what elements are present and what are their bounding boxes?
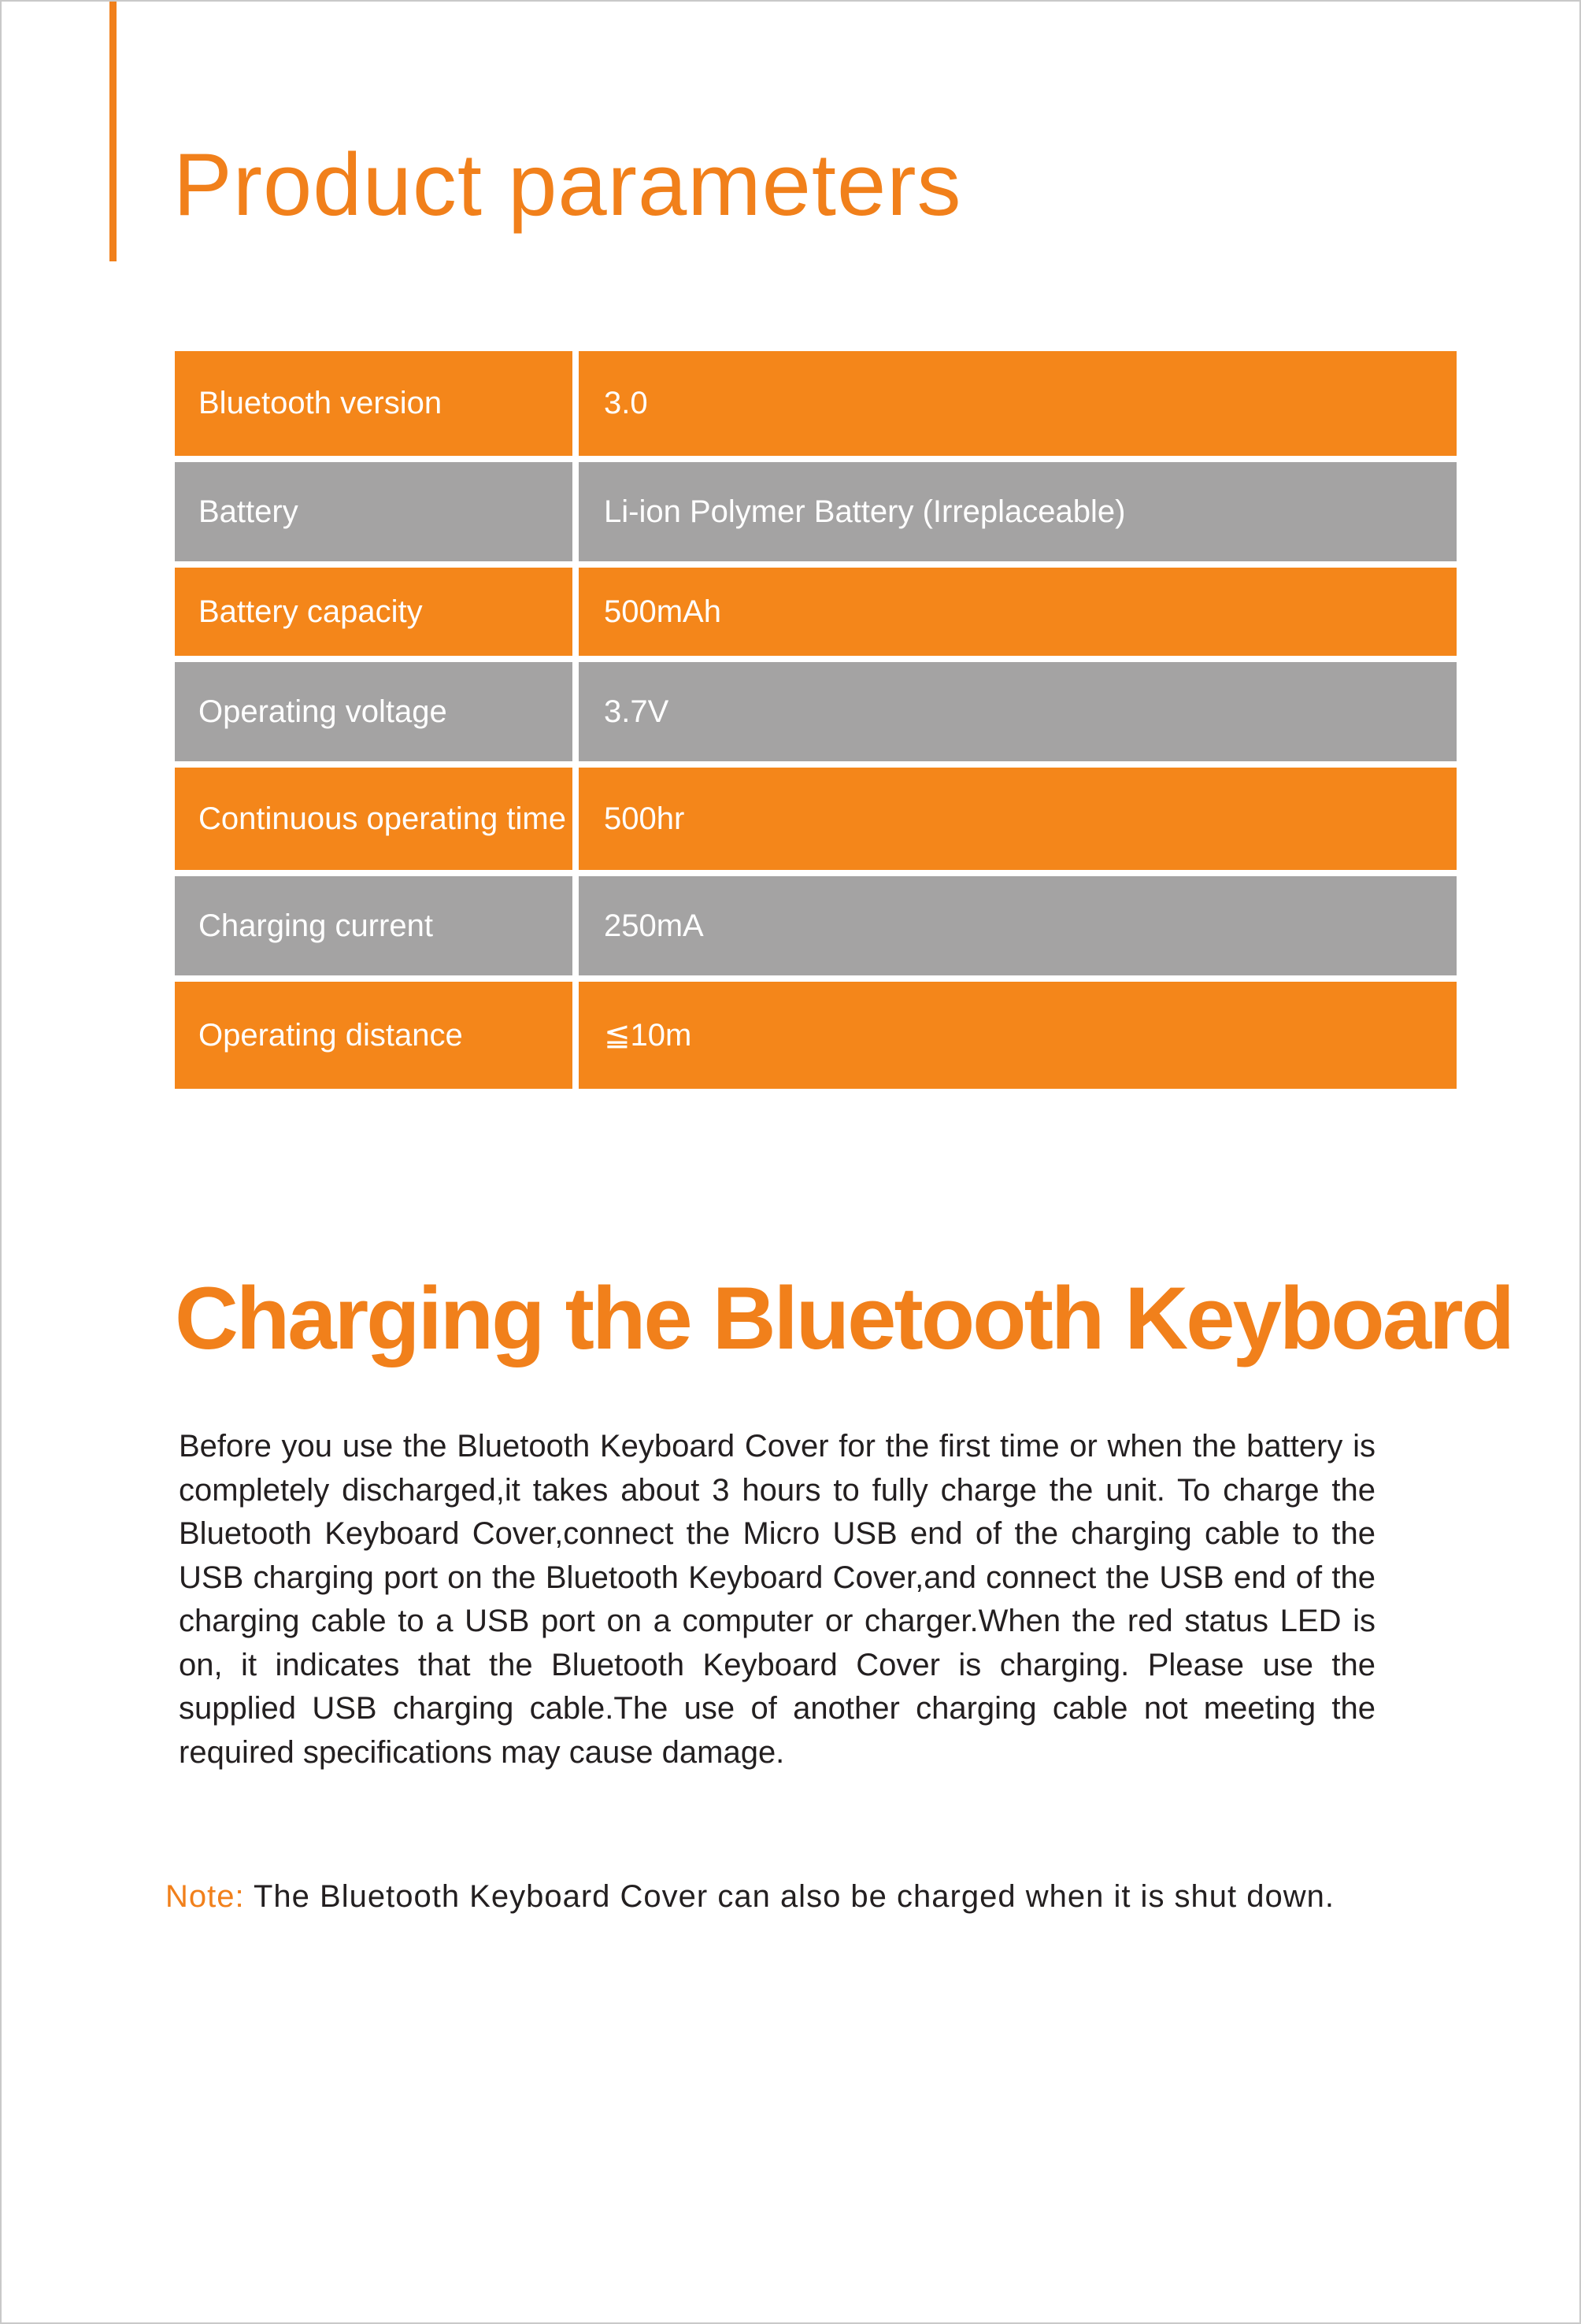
table-row	[175, 982, 1457, 1089]
note	[165, 1879, 1335, 1915]
param-value: 3.0	[579, 351, 1457, 456]
charging-instructions: Before you use the Bluetooth Keyboard Cover for the first time or when the battery is completely discharged,it takes about 3 hours to fully charge the unit. To charge the Bluetooth Keyboard Cover,connect the Micro USB end of the charging cable to the USB charging port on the Bluetooth Keyboard Cover,and connect the USB end of the charging cable to a USB port on a computer or charger.When the red status LED is on, it indicates that the Bluetooth Keyboard Cover is charging. Please use the supplied USB charging cable.The use of another charging cable not meeting the required specifications may cause damage.	[179, 1429, 1376, 1770]
table-row	[175, 768, 1457, 870]
table-row	[175, 662, 1457, 761]
param-value: Li-ion Polymer Battery (Irreplaceable)	[579, 462, 1457, 561]
param-value: 250mA	[579, 876, 1457, 975]
param-label: Operating distance	[175, 982, 572, 1089]
param-value: ≦10m	[579, 982, 1457, 1089]
param-label: Operating voltage	[175, 662, 572, 761]
param-label: Bluetooth version	[175, 351, 572, 456]
param-label: Battery capacity	[175, 568, 572, 656]
accent-bar	[109, 2, 117, 261]
note-text: The Bluetooth Keyboard Cover can also be charged when it is shut down.	[244, 1879, 1335, 1914]
table-row	[175, 876, 1457, 975]
param-label: Continuous operating time	[175, 768, 572, 870]
parameters-table	[175, 351, 1457, 1095]
section-title: Charging the Bluetooth Keyboard	[175, 1269, 1513, 1367]
page-title: Product parameters	[173, 135, 962, 234]
table-row	[175, 351, 1457, 456]
table-row	[175, 568, 1457, 656]
table-row	[175, 462, 1457, 561]
param-value: 500hr	[579, 768, 1457, 870]
param-value: 3.7V	[579, 662, 1457, 761]
param-label: Charging current	[175, 876, 572, 975]
note-label: Note:	[165, 1879, 245, 1914]
param-value: 500mAh	[579, 568, 1457, 656]
param-label: Battery	[175, 462, 572, 561]
